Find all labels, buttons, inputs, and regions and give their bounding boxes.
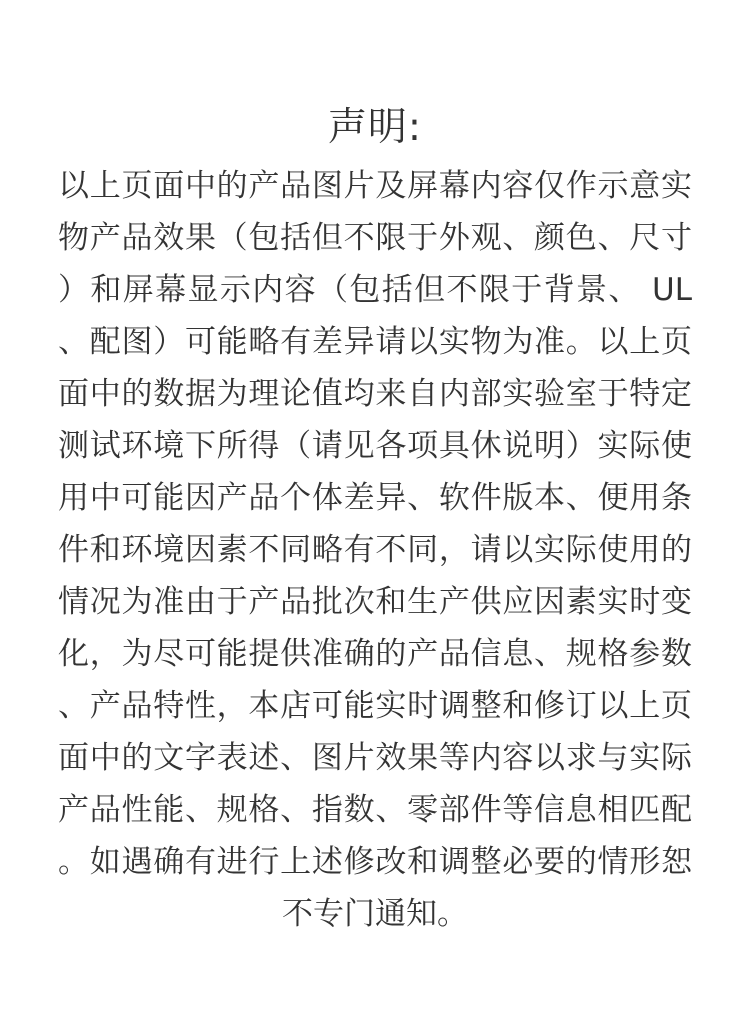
notice-line: 化，为尽可能提供准确的产品信息、规格参数 [58, 636, 692, 672]
notice-title: 声明: [327, 105, 423, 150]
notice-line: 、产品特性，本店可能实时调整和修订以上页 [58, 688, 692, 724]
notice-line: 测试环境下所得（请见各项具休说明）实际使 [58, 428, 692, 464]
notice-line: 情况为准由于产品批次和生产供应因素实时变 [58, 584, 692, 620]
notice-line-last: 不专门通知。 [282, 896, 468, 932]
notice-line: 用中可能因产品个体差异、软件版本、便用条 [58, 480, 692, 516]
notice-line: 件和环境因素不同略有不同，请以实际使用的 [58, 532, 692, 568]
notice-line: 、配图）可能略有差异请以实物为准。以上页 [58, 324, 692, 360]
notice-line: 面中的文字表述、图片效果等内容以求与实际 [58, 740, 692, 776]
notice-line: 产品性能、规格、指数、零部件等信息相匹配 [58, 792, 692, 828]
notice-line: 面中的数据为理论值均来自内部实验室于特定 [58, 376, 692, 412]
notice-line: ）和屏幕显示内容（包括但不限于背景、 UL [58, 272, 692, 308]
notice-line: 。如遇确有进行上述修改和调整必要的情形恕 [58, 844, 692, 880]
notice-line: 物产品效果（包括但不限于外观、颜色、尺寸 [58, 220, 692, 256]
notice-line: 以上页面中的产品图片及屏幕内容仅作示意实 [58, 168, 692, 204]
